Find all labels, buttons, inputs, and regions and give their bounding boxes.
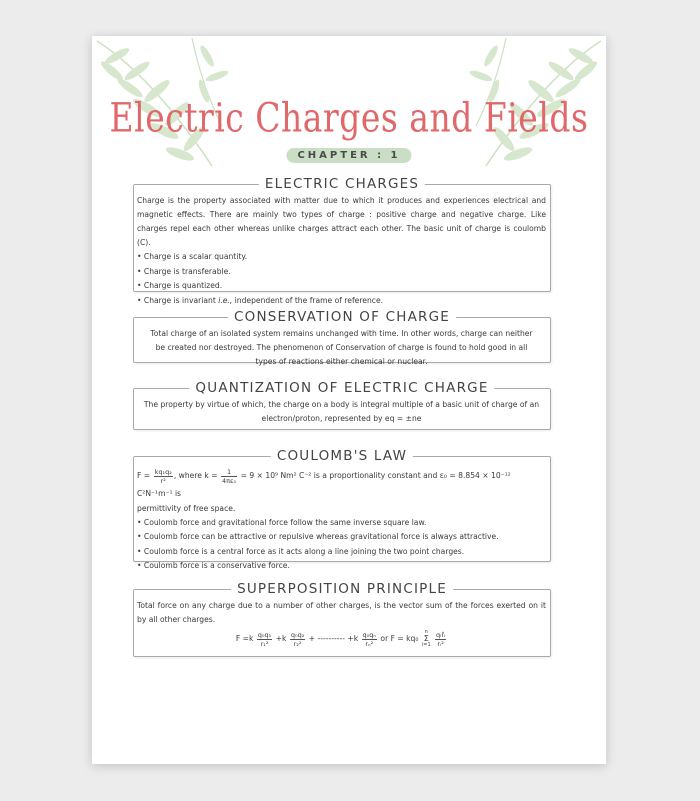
numerator: 1: [221, 468, 237, 477]
section-superposition-principle: [133, 581, 551, 657]
formula-f: F =k: [235, 634, 254, 643]
formula-or: or F = kq₀: [380, 634, 419, 643]
chapter-badge: CHAPTER : 1: [286, 148, 411, 163]
list-item: • Charge is quantized.: [137, 279, 546, 294]
formula-k-value: = 9 × 10⁹ Nm² C⁻² is a proportionality constant and ε₀ = 8.854 × 10⁻¹² C²N⁻¹m⁻¹ is: [137, 471, 511, 498]
fraction: [290, 631, 305, 648]
section-title: COULOMB'S LAW: [271, 447, 413, 465]
sum-lower: i=1: [421, 642, 431, 648]
denominator: r₁²: [260, 639, 269, 648]
section-title: QUANTIZATION OF ELECTRIC CHARGE: [189, 379, 494, 397]
list-item: • Charge is transferable.: [137, 265, 546, 280]
denominator: 4πε₀: [221, 476, 237, 485]
numerator: qᵢr̂ᵢ: [436, 630, 446, 639]
numerator: q₀q₁: [257, 630, 272, 639]
numerator: q₀qₙ: [362, 630, 376, 639]
summation: [422, 630, 431, 648]
fraction: [435, 631, 446, 648]
list-item: • Charge is a scalar quantity.: [137, 250, 546, 265]
fraction: [362, 631, 377, 648]
sum-upper: n: [424, 629, 428, 635]
formula-dashes: + ---------- +k: [308, 634, 359, 643]
section-body: Total force on any charge due to a number of other charges, is the vector sum of the forces exerted on it by all other charges.: [137, 601, 546, 624]
section-quantization-of-charge: [133, 380, 551, 430]
sum-symbol: Σ: [423, 634, 429, 643]
denominator: rᵢ²: [437, 639, 444, 648]
numerator: kq₁q₂: [154, 467, 172, 476]
numerator: q₀q₂: [290, 630, 305, 639]
section-title: CONSERVATION OF CHARGE: [228, 308, 456, 326]
list-item: [137, 294, 546, 309]
denominator: r²: [160, 476, 166, 485]
section-electric-charges: [133, 176, 551, 305]
bullet-list: [137, 516, 546, 574]
section-title: ELECTRIC CHARGES: [259, 175, 425, 193]
bullet-list: [137, 250, 546, 308]
fraction: [257, 631, 272, 648]
denominator: r₂²: [293, 639, 302, 648]
fraction: [154, 468, 173, 485]
bullet-text: Charge is invariant: [143, 295, 219, 305]
list-item: • Coulomb force and gravitational force follow the same inverse square law.: [137, 516, 546, 531]
section-body: Total charge of an isolated system remains unchanged with time. In other words, charge can neither be created nor destroyed. The phenomenon of Conservation of charge is found to hold good in all types of reactions either chemical or nuclear.: [150, 329, 533, 366]
denominator: rₙ²: [365, 639, 374, 648]
section-body: Charge is the property associated with matter due to which it produces and experiences electrical and magnetic effects. There are mainly two types of charge : positive charge and negative charge. Like charges repel each other whereas unlike charges attract each other. The basic unit of charge is coulomb (C).: [137, 196, 546, 247]
fraction: [221, 468, 237, 485]
section-body: The property by virtue of which, the charge on a body is integral multiple of a basic unit of charge of an electron/proton, represented by eq = ±ne: [143, 400, 540, 423]
bullet-ie: i.e.,: [218, 295, 233, 305]
section-title: SUPERPOSITION PRINCIPLE: [231, 580, 453, 598]
formula-f: F =: [137, 471, 151, 480]
page-title: Electric Charges and Fields: [109, 93, 589, 142]
bullet-text: independent of the frame of reference.: [232, 295, 384, 305]
section-conservation-of-charge: [133, 309, 551, 366]
permittivity-text: permittivity of free space.: [137, 503, 236, 513]
section-coulombs-law: [133, 448, 551, 570]
formula-where: , where k =: [173, 471, 218, 480]
superposition-formula: [137, 630, 546, 648]
list-item: • Coulomb force is a conservative force.: [137, 559, 546, 574]
coulomb-formula: [137, 467, 546, 502]
formula-plus: +k: [275, 634, 287, 643]
worksheet-page: [92, 36, 606, 764]
list-item: • Coulomb force can be attractive or repulsive whereas gravitational force is always attractive.: [137, 530, 546, 545]
list-item: • Coulomb force is a central force as it acts along a line joining the two point charges.: [137, 545, 546, 560]
